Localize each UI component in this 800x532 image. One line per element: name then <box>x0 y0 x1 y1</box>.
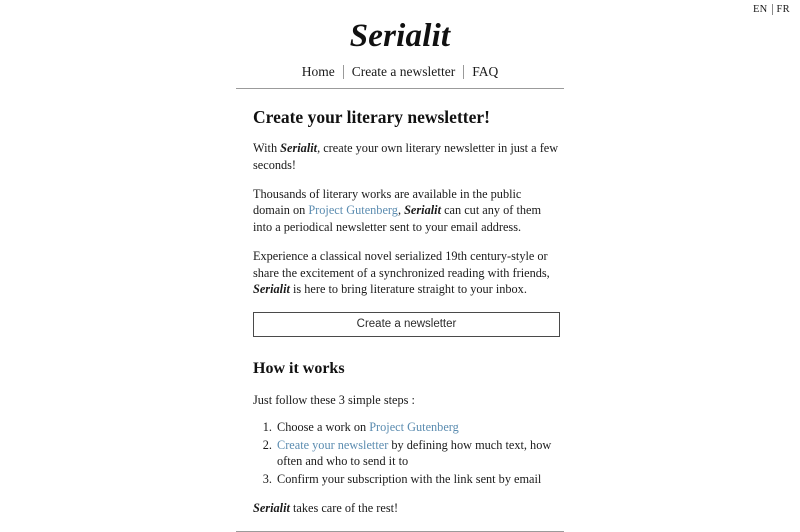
intro-paragraph <box>253 140 560 173</box>
step-3-text: Confirm your subscription with the link sent by email <box>277 472 542 487</box>
closing-text: takes care of the rest! <box>289 500 399 515</box>
site-title: Serialit <box>349 18 451 54</box>
nav-item-home[interactable]: Home <box>301 64 335 80</box>
page-container <box>236 0 564 532</box>
gutenberg-text-part3: can cut any of them into a periodical newsletter sent to your email address. <box>253 203 542 235</box>
brand-name: Serialit <box>280 141 318 156</box>
nav-item-faq[interactable]: FAQ <box>472 64 499 80</box>
project-gutenberg-link[interactable]: Project Gutenberg <box>369 419 459 434</box>
cta-container <box>253 312 560 337</box>
language-switcher <box>749 4 794 15</box>
experience-paragraph <box>253 248 560 298</box>
gutenberg-text-part1: Thousands of literary works are available in the public domain on <box>253 186 522 218</box>
brand-name: Serialit <box>253 282 290 297</box>
footer-divider <box>236 531 564 532</box>
project-gutenberg-link[interactable]: Project Gutenberg <box>308 203 398 218</box>
gutenberg-text-part2: , <box>397 203 405 218</box>
how-it-works-lead-in: Just follow these 3 simple steps : <box>253 393 415 408</box>
main-content <box>236 107 564 516</box>
create-newsletter-button[interactable]: Create a newsletter <box>253 312 560 337</box>
header-divider <box>236 88 564 89</box>
experience-text-part2: is here to bring literature straight to your inbox. <box>289 282 527 297</box>
language-option-fr[interactable]: FR <box>776 4 790 15</box>
intro-text-before: With <box>253 141 281 156</box>
experience-text-part1: Experience a classical novel serialized 19th century-style or share the excitement of a synchronized reading with friends, <box>253 248 550 280</box>
closing-paragraph <box>253 500 560 517</box>
list-item <box>275 471 560 488</box>
page-title: Create your literary newsletter! <box>253 107 490 128</box>
create-your-newsletter-link[interactable]: Create your newsletter <box>277 437 389 452</box>
how-it-works-title: How it works <box>253 360 345 378</box>
steps-list <box>253 419 560 488</box>
list-item <box>275 437 560 470</box>
brand-name: Serialit <box>404 203 441 218</box>
step-1-text-before: Choose a work on <box>277 419 370 434</box>
step-2-text-after: by defining how much text, how often and who to send it to <box>277 437 552 469</box>
intro-text-after: , create your own literary newsletter in just a few seconds! <box>253 141 559 173</box>
gutenberg-paragraph <box>253 186 560 236</box>
list-item <box>275 419 560 436</box>
brand-name: Serialit <box>253 500 290 515</box>
main-navigation <box>236 64 564 88</box>
language-option-en[interactable]: EN <box>752 4 768 15</box>
nav-item-create-a-newsletter[interactable]: Create a newsletter <box>351 64 456 80</box>
